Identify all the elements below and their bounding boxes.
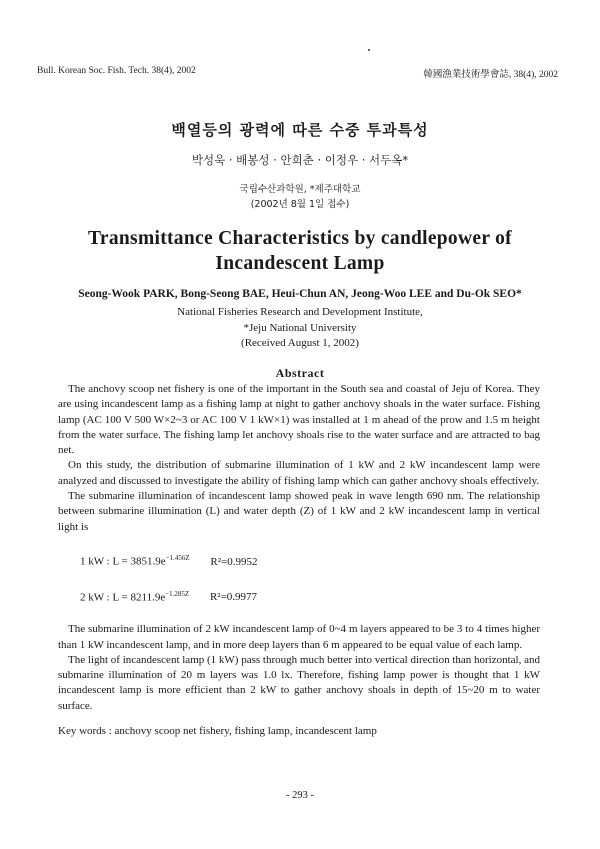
english-title [0, 226, 600, 276]
korean-affiliation-block [0, 182, 600, 212]
abstract-paragraph-1: The anchovy scoop net fishery is one of the important in the South sea and coastal of Jeju of Korea. They are using incandescent lamp as a fishing lamp at night to gather anchovy shoals in the water surface. Fishing lamp (AC 100 V 500 W×2~3 or AC 100 V 1 kW×1) was installed at 1 m ahead of the prow and 1.5 m height from the water surface. The fishing lamp let anchovy shoals rise to the water surface and are attracted to bag net. [58, 383, 540, 457]
english-affiliation-line-1: National Fisheries Research and Development Institute, [177, 306, 423, 318]
english-affiliation-line-2: *Jeju National University [243, 321, 357, 334]
abstract-paragraph-4: The submarine illumination of 2 kW incandescent lamp of 0~4 m layers appeared to be 3 to 4 times higher than 1 kW incandescent lamp, and in more deep layers than 6 m appeared to be equal value of each lamp. [58, 623, 540, 651]
keywords: Key words : anchovy scoop net fishery, fishing lamp, incandescent lamp [58, 725, 377, 738]
english-affiliation-block [0, 305, 600, 352]
equation-1kw-formula: 1 kW : L = 3851.9e [80, 555, 166, 568]
abstract-paragraph-2: On this study, the distribution of submarine illumination of 1 kW and 2 kW incandescent lamp were analyzed and discussed to investigate the ability of fishing lamp which can gather anchovy shoals effectively. [58, 459, 540, 487]
journal-citation-right: 韓國漁業技術學會誌, 38(4), 2002 [423, 70, 558, 80]
page-number: - 293 - [286, 790, 314, 801]
equation-2kw [80, 583, 540, 609]
equation-2kw-r2: R²=0.9977 [209, 591, 258, 604]
regression-equations [80, 547, 540, 608]
abstract-heading: Abstract [275, 366, 325, 380]
journal-citation-left: Bull. Korean Soc. Fish. Tech. 38(4), 2002 [37, 66, 196, 76]
abstract-paragraph-5: The light of incandescent lamp (1 kW) pass through much better into vertical direction than horizontal, and submarine illumination of 20 m layers was 1.0 lx. Therefore, fishing lamp power is thought that 1 kW incandescent lamp is more efficient than 2 kW to gather anchovy shoals in depth of 15~20 m to water surface. [58, 653, 540, 712]
equation-1kw-r2: R²=0.9952 [210, 555, 258, 568]
korean-title: 백열등의 광력에 따른 수중 투과특성 [171, 121, 429, 139]
korean-affiliation: 국립수산과학원, *제주대학교 [239, 184, 361, 195]
equation-2kw-exponent: −1.285Z [165, 589, 190, 598]
speck-mark [368, 49, 370, 51]
equation-1kw [80, 547, 540, 573]
english-title-line-1: Transmittance Characteristics by candlepower of [88, 228, 512, 249]
english-title-line-2: Incandescent Lamp [215, 253, 385, 274]
equation-1kw-exponent: −1.456Z [165, 553, 190, 562]
equation-2kw-formula: 2 kW : L = 8211.9e [80, 591, 166, 604]
abstract-body [58, 382, 540, 739]
english-received-date: (Received August 1, 2002) [241, 337, 359, 349]
abstract-paragraph-3: The submarine illumination of incandescent lamp showed peak in wave length 690 nm. The relationship between submarine illumination (L) and water depth (Z) of 1 kW and 2 kW incandescent lamp in vertical light is [58, 490, 540, 533]
english-authors: Seong-Wook PARK, Bong-Seong BAE, Heui-Chun AN, Jeong-Woo LEE and Du-Ok SEO* [78, 288, 522, 300]
korean-received-date: (2002년 8월 1일 접수) [250, 199, 350, 210]
korean-authors: 박성욱 · 배봉성 · 안희춘 · 이정우 · 서두옥* [191, 153, 409, 167]
